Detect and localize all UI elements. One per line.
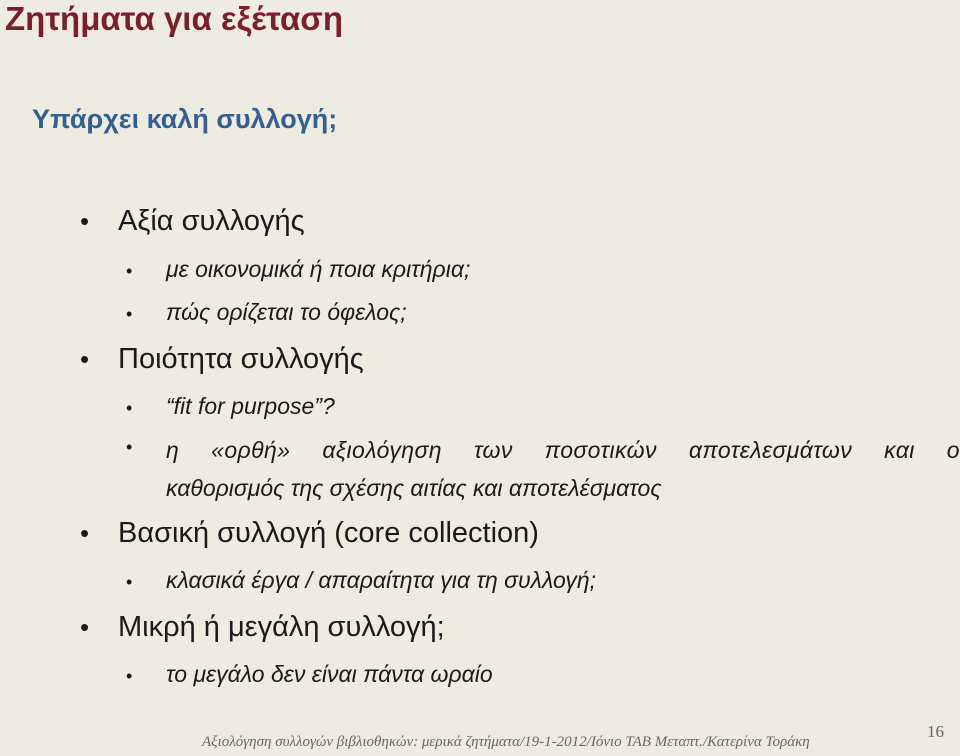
sub-bullet-label: το μεγάλο δεν είναι πάντα ωραίο xyxy=(166,661,493,687)
wrapped-line-1 xyxy=(166,437,960,464)
word: ο xyxy=(946,437,960,463)
sub-bullet-label: “fit for purpose”? xyxy=(166,393,335,419)
sub-bullet-item xyxy=(126,299,407,326)
sub-bullet-item xyxy=(126,256,470,283)
word: ποσοτικών xyxy=(544,437,657,463)
wrapped-line-2: καθορισμός της σχέσης αιτίας και αποτελέσματος xyxy=(166,475,662,501)
sub-bullet-label: με οικονομικά ή ποια κριτήρια; xyxy=(166,256,471,282)
bullet-icon: • xyxy=(80,518,90,548)
slide-subtitle: Υπάρχει καλή συλλογή; xyxy=(32,104,338,134)
page-number: 16 xyxy=(927,722,944,741)
bullet-label: Μικρή ή μεγάλη συλλογή; xyxy=(118,611,445,643)
bullet-label: Βασική συλλογή (core collection) xyxy=(118,517,539,549)
sub-bullet-item-wrapped xyxy=(126,437,960,507)
bullet-icon: • xyxy=(126,398,133,418)
word: των xyxy=(473,437,513,463)
bullet-item-collection-quality xyxy=(80,343,364,376)
bullet-item-collection-value xyxy=(80,205,305,238)
word: η xyxy=(166,437,180,463)
bullet-icon: • xyxy=(80,612,90,642)
sub-bullet-item xyxy=(126,567,596,594)
word: «ορθή» xyxy=(211,437,291,463)
bullet-icon: • xyxy=(126,437,133,457)
bullet-label: Αξία συλλογής xyxy=(118,205,305,237)
word: και xyxy=(884,437,915,463)
bullet-item-core-collection xyxy=(80,517,539,550)
word: αξιολόγηση xyxy=(322,437,442,463)
bullet-icon: • xyxy=(80,344,90,374)
bullet-icon: • xyxy=(126,261,133,281)
bullet-icon: • xyxy=(126,572,133,592)
sub-bullet-item xyxy=(126,661,493,688)
word: αποτελεσμάτων xyxy=(688,437,853,463)
sub-bullet-item xyxy=(126,393,335,420)
bullet-icon: • xyxy=(80,206,90,236)
bullet-label: Ποιότητα συλλογής xyxy=(118,343,364,375)
bullet-item-collection-size xyxy=(80,611,445,644)
bullet-icon: • xyxy=(126,304,133,324)
bullet-icon: • xyxy=(126,666,133,686)
slide-title: Ζητήματα για εξέταση xyxy=(5,0,343,37)
slide-footer: Αξιολόγηση συλλογών βιβλιοθηκών: μερικά ζητήματα/19-1-2012/Ιόνιο ΤΑΒ Μεταπτ./Κατερίνα Τοράκη xyxy=(202,734,810,750)
sub-bullet-label: πώς ορίζεται το όφελος; xyxy=(166,299,407,325)
sub-bullet-label: κλασικά έργα / απαραίτητα για τη συλλογή; xyxy=(166,567,597,593)
